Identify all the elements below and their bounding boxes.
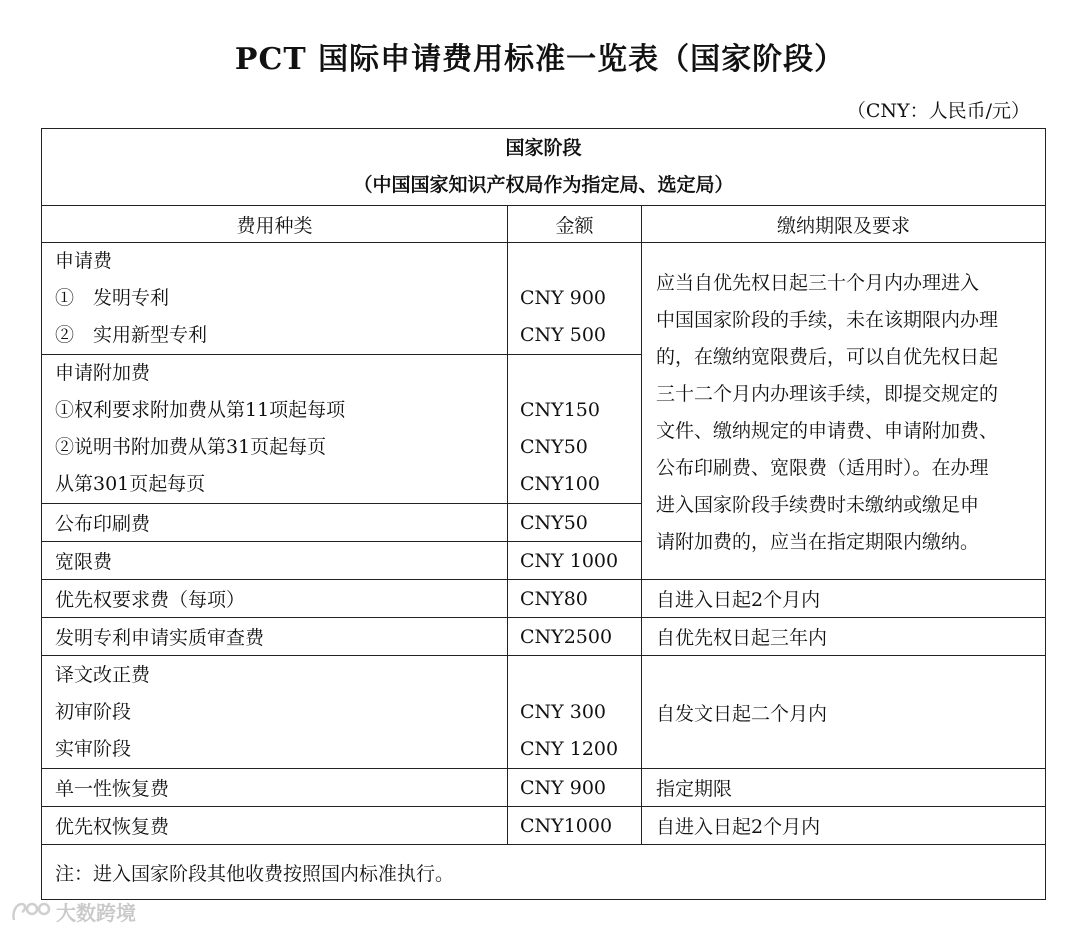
- requirement-line: 三十二个月内办理该手续，即提交规定的: [656, 383, 999, 405]
- requirement-line: 请附加费的，应当在指定期限内缴纳。: [656, 531, 980, 553]
- fee-name-line: ② 实用新型专利: [55, 324, 208, 346]
- table-row: [42, 618, 1046, 656]
- fee-amount-grace: CNY 1000: [508, 542, 642, 580]
- watermark-text: 大数跨境: [56, 901, 136, 925]
- fee-amount-publication: CNY50: [508, 504, 642, 542]
- fee-amount-priority-restoration: CNY1000: [508, 807, 642, 845]
- fee-amount-line: CNY 1200: [520, 737, 619, 760]
- header-office-note: （中国国家知识产权局作为指定局、选定局）: [353, 174, 734, 196]
- page-title: PCT 国际申请费用标准一览表（国家阶段）: [234, 42, 846, 77]
- fee-name-line: 译文改正费: [55, 663, 151, 686]
- table-row: [42, 580, 1046, 618]
- requirement-line: 中国国家阶段的手续，未在该期限内办理: [656, 309, 999, 331]
- requirement-line: 公布印刷费、宽限费（适用时）。在办理: [656, 457, 989, 479]
- fee-amount-additional: [508, 355, 642, 504]
- fee-name-line: 初审阶段: [55, 700, 132, 723]
- fee-amount-application: [508, 243, 642, 355]
- fee-name-line: ①权利要求附加费从第11项起每项: [55, 399, 346, 421]
- fee-deadline-unity-restoration: 指定期限: [642, 769, 1046, 807]
- column-header-row: [42, 206, 1046, 243]
- fee-deadline-priority-claim: 自进入日起2个月内: [642, 580, 1046, 618]
- fee-name-application: [42, 243, 508, 355]
- national-phase-entry-requirement: [642, 243, 1046, 580]
- fee-name-additional: [42, 355, 508, 504]
- fee-name-grace: 宽限费: [42, 542, 508, 580]
- fee-name-line: 实审阶段: [55, 737, 132, 760]
- fee-amount-line: CNY150: [520, 399, 600, 421]
- fee-deadline-translation-correction: 自发文日起二个月内: [642, 656, 1046, 769]
- fee-deadline-substantive-exam: 自优先权日起三年内: [642, 618, 1046, 656]
- fee-amount-substantive-exam: CNY2500: [508, 618, 642, 656]
- fee-amount-line: [520, 243, 641, 280]
- fee-amount-line: [520, 657, 641, 694]
- fee-amount-line: CNY 300: [520, 700, 607, 723]
- table-row: [42, 769, 1046, 807]
- requirement-line: 的，在缴纳宽限费后，可以自优先权日起: [656, 346, 999, 368]
- table-footnote: 注：进入国家阶段其他收费按照国内标准执行。: [42, 845, 1046, 900]
- table-row: [42, 807, 1046, 845]
- fee-name-line: 从第301页起每页: [55, 473, 206, 495]
- fee-name-priority-claim: 优先权要求费（每项）: [42, 580, 508, 618]
- header-stage: 国家阶段: [505, 137, 582, 159]
- fee-name-line: ① 发明专利: [55, 287, 170, 309]
- table-row: [42, 656, 1046, 769]
- col-header-deadline: 缴纳期限及要求: [642, 206, 1046, 243]
- fee-amount-line: [520, 355, 641, 392]
- fee-amount-translation-correction: [508, 656, 642, 769]
- requirement-line: 应当自优先权日起三十个月内办理进入: [656, 272, 980, 294]
- watermark-logo-icon: [10, 900, 52, 924]
- fee-amount-line: CNY100: [520, 473, 600, 495]
- fee-amount-line: CNY 500: [520, 324, 607, 346]
- fee-name-publication: 公布印刷费: [42, 504, 508, 542]
- fee-name-priority-restoration: 优先权恢复费: [42, 807, 508, 845]
- fee-name-line: 申请费: [55, 250, 113, 272]
- col-header-amount: 金额: [508, 206, 642, 243]
- fee-amount-unity-restoration: CNY 900: [508, 769, 642, 807]
- fee-name-unity-restoration: 单一性恢复费: [42, 769, 508, 807]
- currency-unit-note: （CNY：人民币/元）: [846, 100, 1030, 122]
- requirement-line: 文件、缴纳规定的申请费、申请附加费、: [656, 420, 999, 442]
- watermark: [10, 897, 136, 926]
- requirement-line: 进入国家阶段手续费时未缴纳或缴足申: [656, 494, 980, 516]
- fee-deadline-priority-restoration: 自进入日起2个月内: [642, 807, 1046, 845]
- fee-table: [41, 128, 1046, 900]
- col-header-fee-type: 费用种类: [42, 206, 508, 243]
- fee-name-substantive-exam: 发明专利申请实质审查费: [42, 618, 508, 656]
- fee-amount-priority-claim: CNY80: [508, 580, 642, 618]
- table-header: [42, 129, 1046, 206]
- table-row: [42, 243, 1046, 355]
- footnote-row: [42, 845, 1046, 900]
- fee-name-line: ②说明书附加费从第31页起每页: [55, 436, 327, 458]
- fee-name-line: 申请附加费: [55, 362, 151, 384]
- table-header-row: [42, 129, 1046, 206]
- fee-name-translation-correction: [42, 656, 508, 769]
- fee-amount-line: CNY 900: [520, 287, 607, 309]
- fee-amount-line: CNY50: [520, 436, 588, 458]
